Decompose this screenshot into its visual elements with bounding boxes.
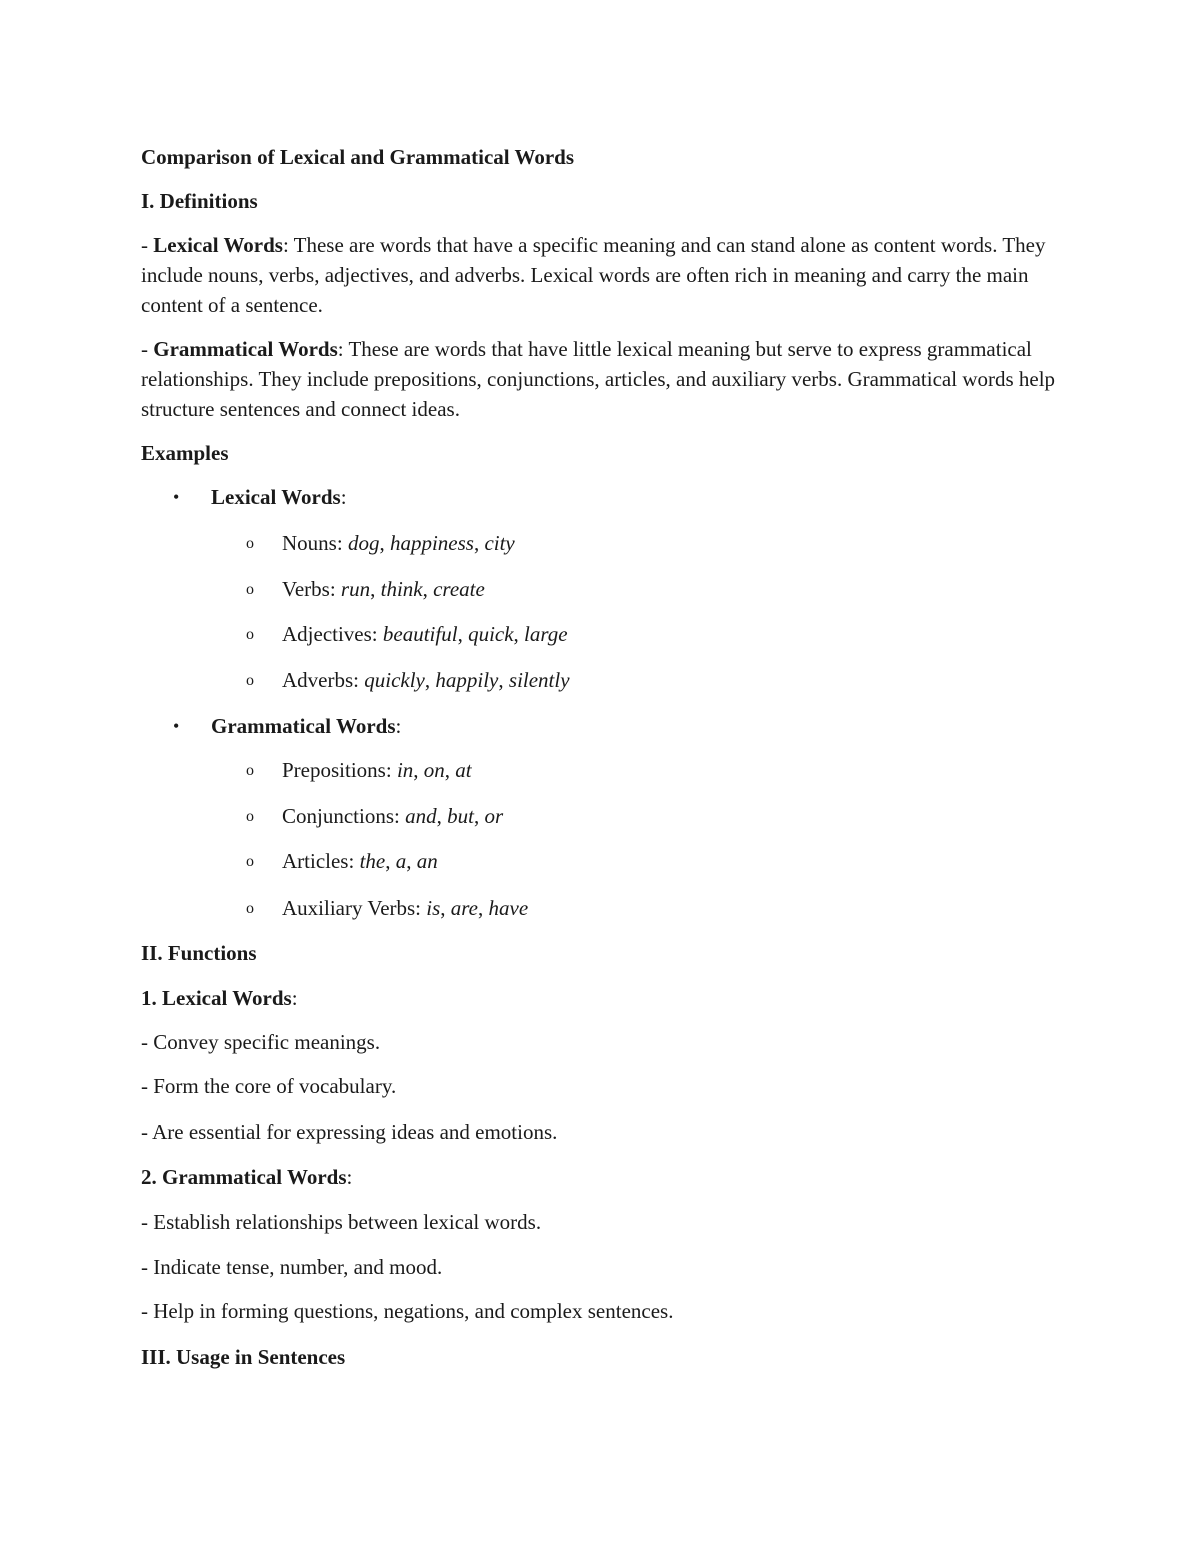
circle-bullet-icon: o — [246, 853, 254, 870]
circle-bullet-icon: o — [246, 626, 254, 643]
example-item: Prepositions: in, on, at — [282, 758, 472, 782]
example-item: Conjunctions: and, but, or — [282, 804, 504, 828]
document-title: Comparison of Lexical and Grammatical Words — [141, 145, 575, 169]
circle-bullet-icon: o — [246, 808, 254, 825]
example-item: Articles: the, a, an — [282, 849, 438, 873]
circle-bullet-icon: o — [246, 581, 254, 598]
functions-heading: II. Functions — [141, 941, 257, 965]
circle-bullet-icon: o — [246, 672, 254, 689]
example-item: Adjectives: beautiful, quick, large — [282, 622, 568, 646]
grammatical-definition: - Grammatical Words: These are words that have little lexical meaning but serve to express grammatical relationships. They include prepositions, conjunctions, articles, and auxiliary verbs. Grammatical words help structure sentences and connect ideas. — [141, 337, 1056, 421]
function-point: - Indicate tense, number, and mood. — [141, 1255, 443, 1279]
function-point: - Help in forming questions, negations, and complex sentences. — [141, 1299, 674, 1323]
example-item: Auxiliary Verbs: is, are, have — [282, 896, 529, 920]
definitions-heading: I. Definitions — [141, 189, 258, 213]
function-point: - Establish relationships between lexical words. — [141, 1210, 542, 1234]
circle-bullet-icon: o — [246, 762, 254, 779]
functions-lexical-label: 1. Lexical Words: — [141, 986, 298, 1010]
function-point: - Convey specific meanings. — [141, 1030, 381, 1054]
examples-group-label: Grammatical Words: — [211, 714, 402, 738]
bullet-icon: • — [173, 716, 180, 736]
example-item: Nouns: dog, happiness, city — [282, 531, 515, 555]
usage-heading: III. Usage in Sentences — [141, 1345, 346, 1369]
functions-grammatical-label: 2. Grammatical Words: — [141, 1165, 353, 1189]
example-item: Verbs: run, think, create — [282, 577, 485, 601]
circle-bullet-icon: o — [246, 535, 254, 552]
examples-group-label: Lexical Words: — [211, 485, 347, 509]
function-point: - Are essential for expressing ideas and emotions. — [141, 1120, 558, 1144]
circle-bullet-icon: o — [246, 900, 254, 917]
examples-heading: Examples — [141, 441, 229, 465]
lexical-definition: - Lexical Words: These are words that have a specific meaning and can stand alone as content words. They include nouns, verbs, adjectives, and adverbs. Lexical words are often rich in meaning and carry the main content of a sentence. — [141, 233, 1046, 317]
bullet-icon: • — [173, 487, 180, 507]
function-point: - Form the core of vocabulary. — [141, 1074, 397, 1098]
example-item: Adverbs: quickly, happily, silently — [282, 668, 570, 692]
